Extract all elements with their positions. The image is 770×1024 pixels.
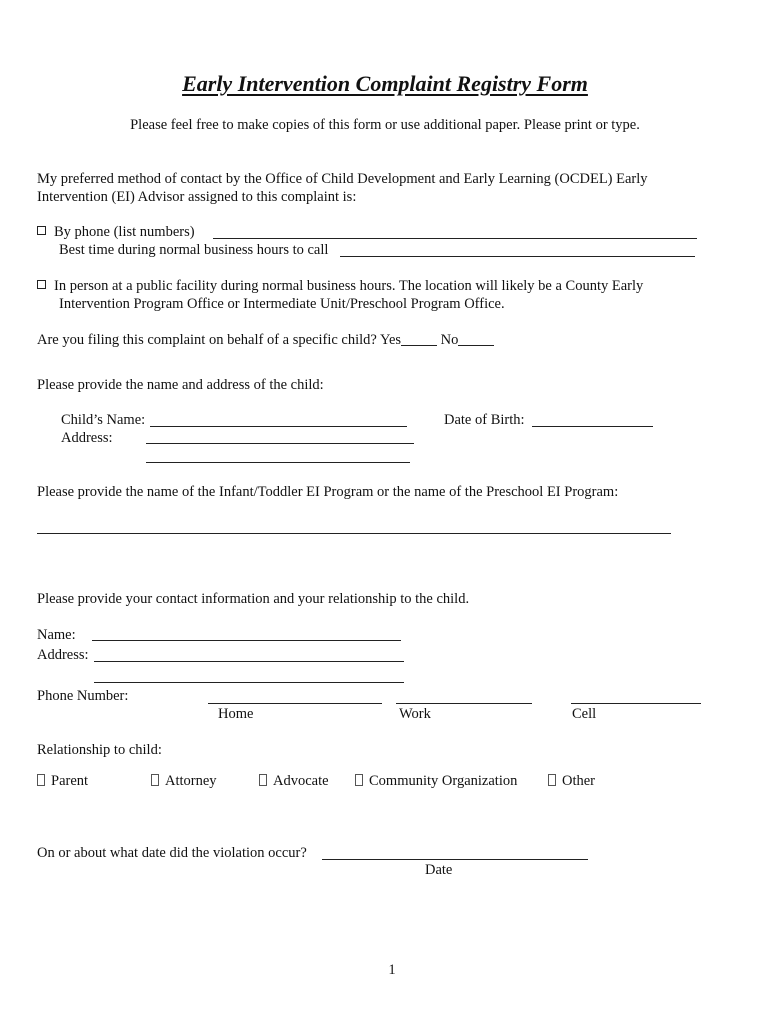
- relationship-option-advocate[interactable]: [259, 774, 329, 789]
- yes-label: Yes: [379, 332, 402, 348]
- in-person-checkbox[interactable]: [37, 280, 46, 289]
- parent-label: Parent: [51, 773, 89, 789]
- other-label: Other: [562, 773, 596, 789]
- phone-numbers-line[interactable]: [213, 238, 697, 239]
- no-blank[interactable]: [458, 333, 494, 346]
- specific-child-question: [37, 333, 494, 348]
- specific-child-question-text: Are you filing this complaint on behalf of a specific child?: [37, 332, 377, 348]
- child-name-line[interactable]: [150, 426, 407, 427]
- violation-date-label: Date: [425, 862, 453, 878]
- other-checkbox[interactable]: [548, 774, 556, 786]
- intro-text: Please feel free to make copies of this form or use additional paper. Please print or type.: [130, 117, 640, 133]
- relationship-label: Relationship to child:: [37, 742, 162, 758]
- in-person-text-line1: In person at a public facility during normal business hours. The location will likely be a County Early: [54, 278, 644, 294]
- work-phone-line[interactable]: [396, 703, 532, 704]
- relationship-option-community-organization[interactable]: [355, 774, 517, 789]
- phone-number-label: Phone Number:: [37, 688, 129, 704]
- child-address-line-1[interactable]: [146, 443, 414, 444]
- contact-name-line[interactable]: [92, 640, 401, 641]
- phone-option-label: By phone (list numbers): [54, 224, 195, 240]
- advocate-checkbox[interactable]: [259, 774, 267, 786]
- relationship-option-parent[interactable]: [37, 774, 88, 789]
- child-address-label: Address:: [61, 430, 113, 446]
- community-organization-checkbox[interactable]: [355, 774, 363, 786]
- violation-date-question: On or about what date did the violation occur?: [37, 845, 307, 861]
- best-time-label: Best time during normal business hours to call: [59, 242, 329, 258]
- form-title: Early Intervention Complaint Registry Form: [182, 71, 588, 96]
- in-person-option: [37, 279, 643, 294]
- attorney-checkbox[interactable]: [151, 774, 159, 786]
- parent-checkbox[interactable]: [37, 774, 45, 786]
- phone-checkbox[interactable]: [37, 226, 46, 235]
- contact-address-line-1[interactable]: [94, 661, 404, 662]
- relationship-option-attorney[interactable]: [151, 774, 217, 789]
- phone-option: [37, 225, 195, 240]
- no-label: No: [440, 332, 459, 348]
- work-label: Work: [399, 706, 431, 722]
- advocate-label: Advocate: [273, 773, 329, 789]
- violation-date-line[interactable]: [322, 859, 588, 860]
- contact-method-text-line1: My preferred method of contact by the Office of Child Development and Early Learning (OCDEL) Early: [37, 171, 648, 187]
- child-address-line-2[interactable]: [146, 462, 410, 463]
- contact-address-label: Address:: [37, 647, 89, 663]
- best-time-line[interactable]: [340, 256, 695, 257]
- yes-blank[interactable]: [401, 333, 437, 346]
- contact-name-label: Name:: [37, 627, 76, 643]
- child-info-prompt: Please provide the name and address of the child:: [37, 377, 324, 393]
- cell-phone-line[interactable]: [571, 703, 701, 704]
- dob-label: Date of Birth:: [444, 412, 525, 428]
- in-person-text-line2: Intervention Program Office or Intermediate Unit/Preschool Program Office.: [59, 296, 505, 312]
- cell-label: Cell: [572, 706, 597, 722]
- home-phone-line[interactable]: [208, 703, 382, 704]
- contact-info-prompt: Please provide your contact information and your relationship to the child.: [37, 591, 470, 607]
- child-name-label: Child’s Name:: [61, 412, 146, 428]
- dob-line[interactable]: [532, 426, 653, 427]
- contact-address-line-2[interactable]: [94, 682, 404, 683]
- relationship-option-other[interactable]: [548, 774, 595, 789]
- program-prompt: Please provide the name of the Infant/Toddler EI Program or the name of the Preschool EI Program:: [37, 484, 619, 500]
- attorney-label: Attorney: [165, 773, 217, 789]
- community-organization-label: Community Organization: [369, 773, 518, 789]
- page-number: 1: [388, 962, 396, 978]
- program-name-line[interactable]: [37, 533, 671, 534]
- home-label: Home: [218, 706, 254, 722]
- contact-method-text-line2: Intervention (EI) Advisor assigned to this complaint is:: [37, 189, 357, 205]
